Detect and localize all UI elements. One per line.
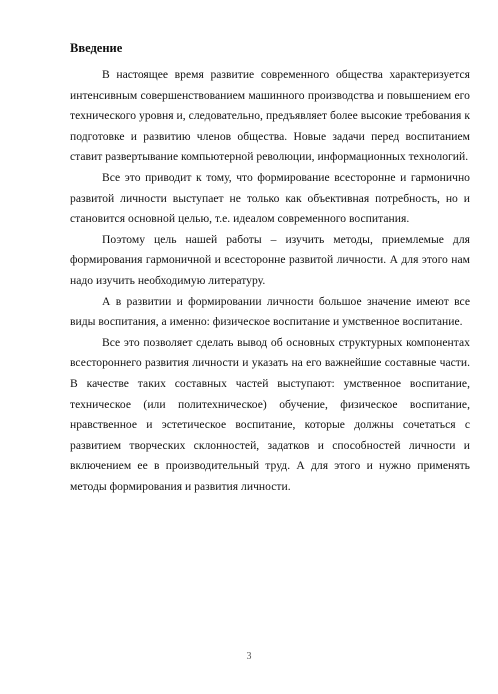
paragraph-3: Поэтому цель нашей работы – изучить методы, приемлемые для формирования гармоничной и всесторонне развитой личности. А для этого нам надо изучить необходимую литературу. (70, 232, 470, 287)
paragraph-2: Все это приводит к тому, что формирование всесторонне и гармонично развитой личности выступает не только как объективная потребность, но и становится основной целью, т.е. идеалом современного воспитания. (70, 170, 470, 226)
page-number: 3 (246, 651, 252, 662)
paragraph-5: Все это позволяет сделать вывод об основных структурных компонентах всестороннего развития личности и указать на его важнейшие составные части. В качестве таких составных частей выступают: умственное воспитание, техническое (или политехническое) обучение, физическое воспитание, нравственное и эстетическое воспитание, которые должны сочетаться с развитием творческих склонностей, задатков и способностей личности и включением ее в производительный труд. А для этого и нужно применять методы формирования и развития личности. (70, 335, 470, 493)
document-body (70, 65, 470, 497)
paragraph-4: А в развитии и формировании личности большое значение имеют все виды воспитания, а именно: физическое воспитание и умственное воспитание. (70, 294, 470, 329)
paragraph-1: В настоящее время развитие современного общества характеризуется интенсивным совершенствованием машинного производства и повышением его технического уровня и, следовательно, предъявляет более высокие требования к подготовке и развитию членов общества. Новые задачи перед воспитанием ставит развертывание компьютерной революции, информационных технологий. (70, 68, 470, 164)
section-heading: Введение (70, 41, 123, 55)
